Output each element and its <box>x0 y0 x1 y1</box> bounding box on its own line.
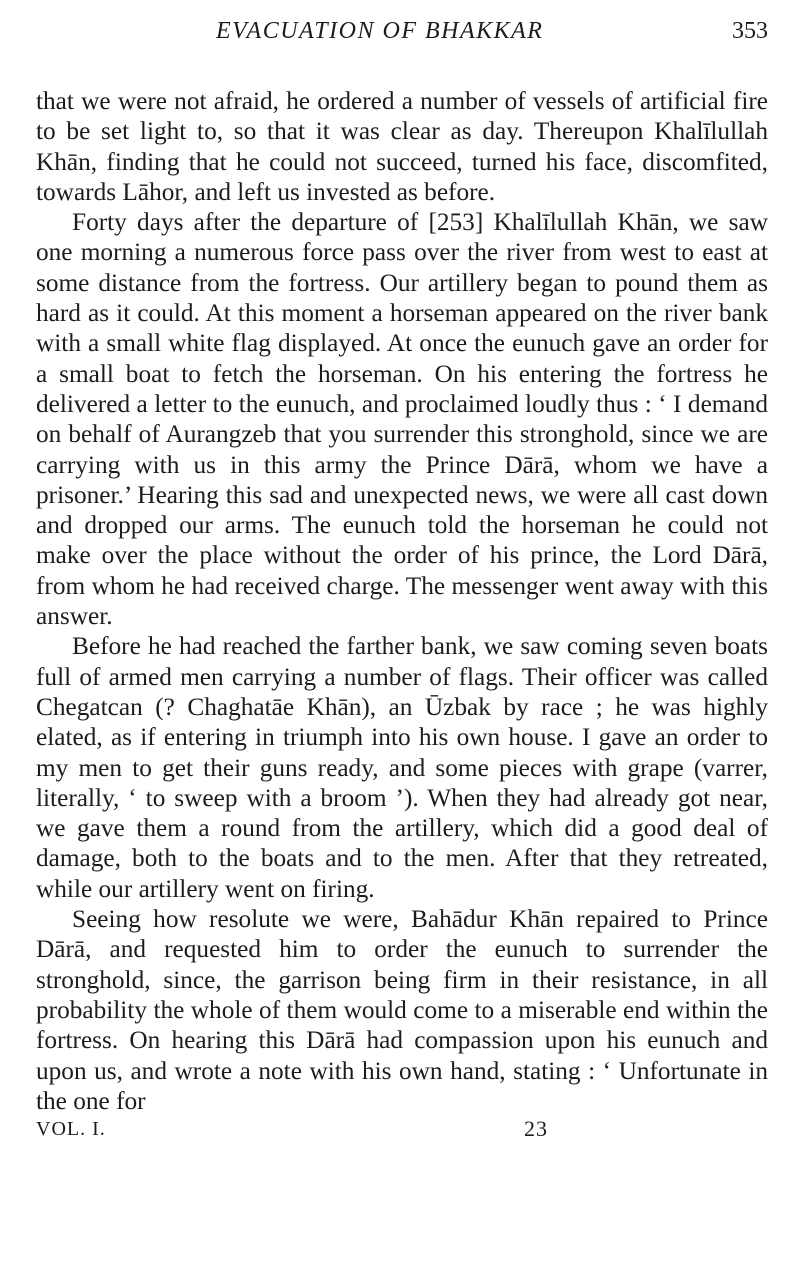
page-number: 353 <box>732 18 768 44</box>
paragraph: Forty days after the departure of [253] Khalīlullah Khān, we saw one morning a numerous force pass over the river from west to east at some distance from the fortress. Our artillery began to pound them as hard as it could. At this moment a horseman appeared on the river bank with a small white flag displayed. At once the eunuch gave an order for a small boat to fetch the horseman. On his entering the fortress he delivered a letter to the eunuch, and proclaimed loudly thus : ‘ I demand on behalf of Aurangzeb that you surrender this stronghold, since we are carrying with us in this army the Prince Dārā, whom we have a prisoner.’ Hearing this sad and unexpected news, we were all cast down and dropped our arms. The eunuch told the horseman he could not make over the place without the order of his prince, the Lord Dārā, from whom he had received charge. The messenger went away with this answer. <box>36 208 768 631</box>
page-header <box>36 18 768 62</box>
paragraph: Before he had reached the farther bank, we saw coming seven boats full of armed men carrying a number of flags. Their officer was called Chegatcan (? Chaghatāe Khān), an Ūzbak by race ; he was highly elated, as if entering in triumph into his own house. I gave an order to my men to get their guns ready, and some pieces with grape (varrer, literally, ‘ to sweep with a broom ’). When they had already got near, we gave them a round from the artillery, which did a good deal of damage, both to the boats and to the men. After that they retreated, while our artillery went on firing. <box>36 632 768 903</box>
sheet-number: 23 <box>524 1116 548 1142</box>
paragraph: that we were not afraid, he ordered a number of vessels of artificial fire to be set light to, so that it was clear as day. Thereupon Khalīlullah Khān, finding that he could not succeed, turned his face, discomfited, towards Lāhor, and left us invested as before. <box>36 87 768 206</box>
book-page <box>36 18 768 1148</box>
volume-signature: VOL. I. <box>36 1118 106 1141</box>
running-head: EVACUATION OF BHAKKAR <box>216 18 544 44</box>
body-text <box>36 86 768 1116</box>
page-footer <box>36 1116 768 1148</box>
paragraph: Seeing how resolute we were, Bahādur Khān repaired to Prince Dārā, and requested him to order the eunuch to surrender the stronghold, since, the garrison being firm in their resistance, in all probability the whole of them would come to a miserable end within the fortress. On hearing this Dārā had compassion upon his eunuch and upon us, and wrote a note with his own hand, stating : ‘ Unfortunate in the one for <box>36 905 768 1115</box>
